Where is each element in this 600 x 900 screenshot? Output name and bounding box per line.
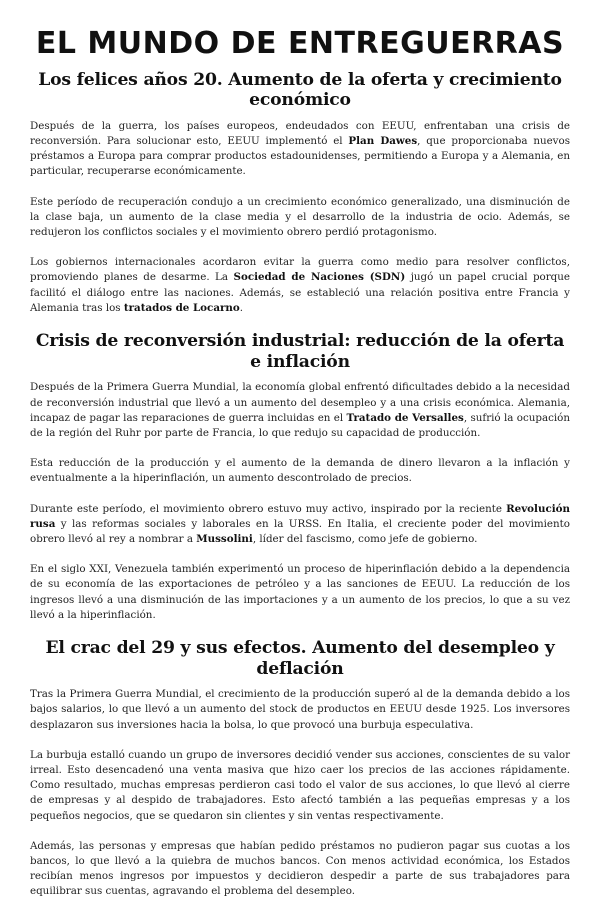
key-term-mussolini: Mussolini (196, 532, 253, 545)
paragraph (30, 119, 570, 180)
key-term-sdn: Sociedad de Naciones (SDN) (233, 271, 406, 284)
paragraph (30, 255, 570, 316)
paragraph (30, 562, 570, 623)
text-span: y las reformas sociales y laborales en la URSS. En Italia, el creciente poder del movimiento obrero llevó al rey a nombrar a (30, 517, 570, 545)
text-span: Durante este período, el movimiento obrero estuvo muy activo, inspirado por la reciente (30, 502, 507, 515)
text-span: jugó un papel crucial porque facilitó el diálogo entre las naciones. Además, se estableció una relación positiva entre Francia y Alemania tras los (30, 271, 570, 314)
text-span: Tras la Primera Guerra Mundial, el crecimiento de la producción superó al de la demanda debido a los bajos salarios, lo que llevó a un aumento del stock de productos en EEUU desde 1925. Los inversores desplazaron sus inversiones hacia la bolsa, lo que provocó una burbuja especulativa. (30, 688, 570, 731)
text-span: Además, las personas y empresas que habían pedido préstamos no pudieron pagar sus cuotas a los bancos, lo que llevó a la quiebra de muchos bancos. Con menos actividad económica, los Estados recibían menos ingresos por impuestos y decidieron despedir a parte de sus trabajadores para equilibrar sus cuentas, agravando el problema del desempleo. (30, 839, 570, 898)
key-term-revolucion-rusa: Revolución rusa (30, 502, 570, 530)
paragraph (30, 687, 570, 733)
paragraph (30, 380, 570, 441)
text-span: Después de la Primera Guerra Mundial, la economía global enfrentó dificultades debido a la necesidad de reconversión industrial que llevó a un aumento del desempleo y a una crisis económica. Alemania, incapaz de pagar las reparaciones de guerra incluidas en el (30, 381, 570, 424)
paragraph (30, 502, 570, 548)
text-span: , que proporcionaba nuevos préstamos a Europa para comprar productos estadounidenses, permitiendo a Europa y a Alemania, en particular, recuperarse económicamente. (30, 134, 570, 178)
key-term-tratado-versalles: Tratado de Versalles (346, 411, 464, 424)
key-term-plan-dawes: Plan Dawes (348, 134, 418, 147)
text-span: La burbuja estalló cuando un grupo de inversores decidió vender sus acciones, conscientes de su valor irreal. Esto desencadenó una venta masiva que hizo caer los precios de las acciones rápidamente. Como resultado, muchas empresas perdieron casi todo el valor de sus acciones, lo que llevó al cierre de empresas y al despido de trabajadores. Esto afectó también a las pequeñas empresas y a los pequeños negocios, que se quedaron sin clientes y sin ventas respectivamente. (30, 748, 570, 822)
key-term-tratados-locarno: tratados de Locarno (123, 301, 240, 314)
section-heading-felices-anos-20: Los felices años 20. Aumento de la oferta y crecimiento económico (38, 69, 562, 111)
text-span: Este período de recuperación condujo a un crecimiento económico generalizado, una disminución de la clase baja, un aumento de la clase media y el desarrollo de la industria de ocio. Además, se redujeron los conflictos sociales y el movimiento obrero perdió protagonismo. (30, 195, 570, 238)
text-span: Después de la guerra, los países europeos, endeudados con EEUU, enfrentaban una crisis de reconversión. Para solucionar esto, EEUU implementó el (30, 119, 570, 147)
text-span: Los gobiernos internacionales acordaron evitar la guerra como medio para resolver conflictos, promoviendo planes de desarme. La (30, 256, 570, 284)
page-title: EL MUNDO DE ENTREGUERRAS (35, 26, 565, 61)
text-span: En el siglo XXI, Venezuela también experimentó un proceso de hiperinflación debido a la dependencia de su economía de las exportaciones de petróleo y a las sanciones de EEUU. La reducción de los ingresos llevó a una disminución de las importaciones y a un aumento de los precios, lo que a su vez llevó a la hiperinflación. (30, 563, 570, 621)
paragraph (30, 456, 570, 486)
section-heading-crac-29: El crac del 29 y sus efectos. Aumento del desempleo y deflación (45, 637, 555, 679)
text-span: , sufrió la ocupación de la región del Ruhr por parte de Francia, lo que redujo su capacidad de producción. (30, 411, 570, 439)
paragraph (30, 195, 570, 241)
text-span: Esta reducción de la producción y el aumento de la demanda de dinero llevaron a la inflación y eventualmente a la hiperinflación, un aumento descontrolado de precios. (30, 457, 570, 485)
paragraph (30, 748, 570, 824)
section-heading-crisis-reconversion: Crisis de reconversión industrial: reducción de la oferta e inflación (35, 331, 565, 372)
text-span: . (239, 301, 244, 314)
text-span: , líder del fascismo, como jefe de gobierno. (252, 532, 478, 545)
